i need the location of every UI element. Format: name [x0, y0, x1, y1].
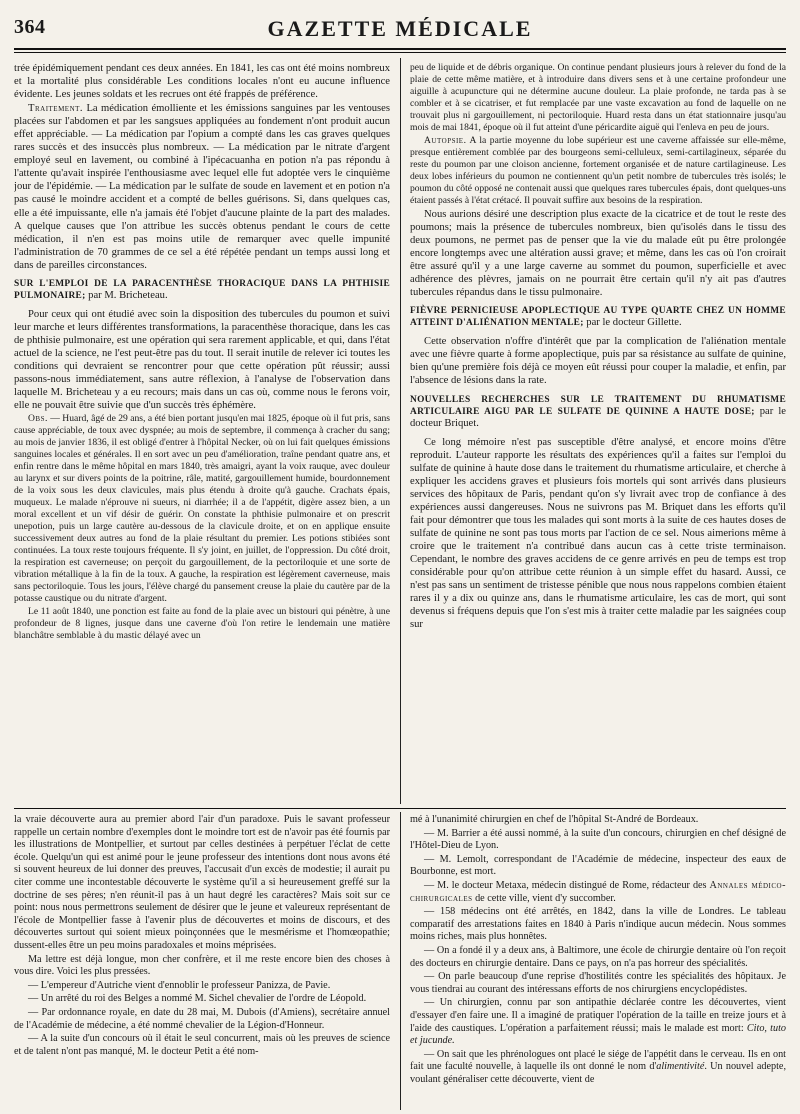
- paragraph: Cette observation n'offre d'intérêt que par la complication de l'aliénation mentale avec une fièvre quarte à forme apoplectique, puis par sa résistance au sulfate de quinine, bien qu'une première fois déjà ce moyen eût réussi pour couper la maladie, et enfin, par l'absence de lésions dans la rate.: [410, 336, 786, 387]
- header-rule: [14, 48, 786, 50]
- left-column: [14, 62, 390, 804]
- paragraph: Nous aurions désiré une description plus exacte de la cicatrice et de tout le reste des poumons; mais la présence de tubercules nombreux, bien qu'isolés dans le tissu des deux poumons, ne permet pas de penser que la vie du malade eût pu être prolongée encore longtemps avec une altération aussi grave; et même, dans les cas où l'on croirait être assuré qu'il y a une large caverne au sommet du poumon, superficielle et avec adhérence des plèvres, jamais on ne pourrait être certain qu'il n'y ait pas d'autres tubercules répandus dans le tissu pulmonaire.: [410, 209, 786, 299]
- bottom-left-column: [14, 814, 390, 1110]
- article-heading: [14, 278, 390, 302]
- news-item: — L'empereur d'Autriche vient d'ennoblir le professeur Panizza, de Pavie.: [28, 979, 331, 991]
- article-author: par le docteur Gillette.: [583, 317, 682, 329]
- page-header: [14, 16, 786, 46]
- news-text: . Un nouvel adepte, voulant généraliser cette découverte, vient de: [410, 1061, 786, 1085]
- paragraph: [14, 102, 390, 272]
- bottom-right-column: [410, 814, 786, 1110]
- section-rule: [14, 808, 786, 809]
- article-title: SUR L'EMPLOI DE LA PARACENTHÈSE THORACIQUE DANS LA PHTHISIE PULMONAIRE;: [14, 278, 390, 301]
- news-item: [410, 880, 786, 905]
- paragraph-text: — Huard, âgé de 29 ans, a été bien portant jusqu'en mai 1825, époque où il fut pris, sans cause appréciable, de toux avec dyspnée; au mois de septembre, il commença à cracher du sang; au mois de janvier 1836, il est obligé d'entrer à l'hôpital Necker, où on lui fait quelques émissions sanguines locales et générales. Il en sort avec un peu d'amélioration, traîne pendant quatre ans, et enfin rentre dans le même hôpital en mars 1840, très amaigri, ayant la voix rauque, avec douleur au larynx et sur divers points de la poitrine, râle, matité, gargouillement humide, bourdonnement de la voix sous les deux clavicules, mais plus étendu à droite qu'à gauche. Crachats épais, muqueux. Le malade n'éprouve ni sueurs, ni diarrhée; il a de l'appétit, digère assez bien, a un moral excellent et un vif désir de guérir. On constate la phthisie pulmonaire et on prescrit unepotion, puis un large cautère au-dessous de la clavicule droite, et on en applique ensuite successivement deux autres au fond de la plaie résultant du premier. Les potions stibiées sont continuées. La toux reste toujours fréquente. Il s'y joint, en juillet, de l'oppression. Du côté droit, la respiration est caverneuse; on perçoit du gargouillement, de la pectoriloquie et une sorte de vibration métallique à la fin de la toux. A gauche, la respiration est légèrement caverneuse, mais sans pectoriloquie. Tous les jours, l'élève chargé du pansement creuse la plaie du cautère par de la potasse caustique ou du nitrate d'argent.: [14, 413, 390, 605]
- paragraph-text: La médication émolliente et les émissions sanguines par les ventouses placées sur l'abdomen et par les sangsues appliquées au fondement n'ont produit aucun effet appréciable. — La médication par l'opium a compté dans les cas graves quelques rares succès et des insuccès plus nombreux. — La médication par le nitrate d'argent employé seul en lavement, ou combiné à l'ipécacuanha en potion n'a pas répondu à l'attente qu'avait inspirée l'enthousiasme avec lequel elle fut adoptée vers le cinquième jour de l'épidémie. — La médication par le sulfate de soude en lavement et en potion n'a pas causé le moindre accident et a compté de belles guérisons. Si, dans quelques cas, elle a été impuissante, elle n'a jamais été l'objet d'aucune plainte de la part des malades. A quelque causes que l'on attribue les succès obtenus pendant le cours de cette médication, il n'en est pas moins utile de remarquer avec quelle impunité l'administration de 70 grammes de ce sel a été répétée pendant un temps aussi long et dans de pareilles circonstances.: [14, 103, 390, 271]
- news-item: [410, 1049, 786, 1087]
- header-rule-thin: [14, 52, 786, 53]
- news-item: — Par ordonnance royale, en date du 28 mai, M. Dubois (d'Amiens), secrétaire annuel de l'Académie de médecine, a été nommé chevalier de la Légion-d'Honneur.: [14, 1006, 390, 1031]
- news-item: [410, 997, 786, 1047]
- paragraph: [410, 135, 786, 207]
- news-item: — A la suite d'un concours où il était le seul concurrent, mais où les preuves de science et de talent n'ont pas manqué, M. le docteur Petit a été nom-: [14, 1033, 390, 1057]
- paragraph: Ce long mémoire n'est pas susceptible d'être analysé, et encore moins d'être reproduit. L'auteur rapporte les résultats des expériences qu'il a faites sur l'emploi du sulfate de quinine à haute dose dans le traitement du rhumatisme articulaire, et cherche à expliquer les accidens graves et plusieurs fois mortels qui sont arrivés dans plusieurs services des hôpitaux de Paris, pendant qu'on s'y livrait avec trop de confiance à des expériences aussi dangereuses. Nous ne suivrons pas M. Briquet dans les efforts qu'il fait pour démontrer que tous les malades qui sont morts à la suite de ces hautes doses de sulfate de quinine ne sont pas tous morts par l'action de ce sel. Nous aimerions même à croire que le traitement n'a contribué dans aucun cas à cette triste terminaison. Cependant, le nombre des graves accidens de ce genre arrivés en peu de temps est trop considérable pour qu'on attribue cette réunion à un simple effet du hasard. Aussi, ce n'est pas sans un sentiment de tristesse pénible que nous nous rappelons combien étaient rares il y a dix ou quinze ans, dans le rhumatisme articulaire, les cas de mort, qui sont devenus si fréquens depuis que l'on s'est mis à traiter cette maladie par les saignées coup sur: [410, 436, 786, 631]
- paragraph: [14, 413, 390, 605]
- run-in-heading: Traitement.: [28, 103, 84, 115]
- right-column: [410, 62, 786, 804]
- paragraph: la vraie découverte aura au premier abord l'air d'un paradoxe. Puis le savant professeur rappelle un certain nombre d'exemples dont le moindre tort est de n'avoir pas été fournis par les illustrations de Montpellier, et surtout par celles destinées à perpétuer l'éclat de cette école. Quelqu'un qui est animé pour le jeune professeur des intentions dont nous avons été si souvent heureux de lui donner des preuves, l'accusait d'un excès de modestie; il aurait pu citer comme une incontestable découverte le système qu'il a si heureusement greffé sur la doctrine de ses pères; n'en réunit-il pas à un haut degré les caractères? Mais soit sur ce point: nous nous permettrons seulement de désirer que le jeune et valeureux représentant de l'école de Montpellier fasse à l'avenir plus de découvertes et moins de discours, et des découvertes surtout qui soient mieux poinçonnées que le mesmérisme et l'homœopathie; dussent-elles être un peu moins paradoxales et moins méprisées.: [14, 814, 390, 951]
- news-text: — Un chirurgien, connu par son antipathie déclarée contre les découvertes, vient d'essayer d'en faire une. Il a imaginé de pratiquer l'opération de la taille en treize jours et à l'aide des caustiques. L'opération a parfaitement réussi; mais le malade est mort:: [410, 997, 786, 1034]
- news-item: — 158 médecins ont été arrêtés, en 1842, dans la ville de Londres. Le tableau comparatif des arrestations faites en 1840 à Paris n'indique aucun médecin. Nous sommes moins riches, mais plus honnêtes.: [410, 906, 786, 943]
- article-author: par le docteur Briquet.: [410, 405, 786, 429]
- news-text: — On sait que les phrénologues ont placé le siége de l'appétit dans le cerveau. Ils en ont fait une faculté nouvelle, à laquelle ils ont donné le nom d': [410, 1048, 786, 1073]
- paragraph: Pour ceux qui ont étudié avec soin la disposition des tubercules du poumon et suivi leur marche et leurs différentes transformations, la paracenthèse thoracique, dans les cas de phthisie pulmonaire, est une opération qui sera rarement applicable, et qui, dans l'état actuel de la science, ne l'est peut-être pas du tout. Il serait inutile de relever ici toutes les conditions qui devraient se rencontrer pour que cette opération pût réussir; aussi passons-nous immédiatement, sans autre réflexion, à l'analyse de l'observation dans laquelle M. Bricheteau y a eu recours; mais dans un cas où, comme nous le ferons voir, elle ne pouvait être suivie que d'un succès très éphémère.: [14, 308, 390, 412]
- run-in-heading: Obs.: [28, 413, 48, 425]
- column-divider: [400, 58, 401, 804]
- column-divider: [400, 812, 401, 1110]
- paragraph: Ma lettre est déjà longue, mon cher confrère, et il me reste encore bien des choses à vous dire. Voici les plus pressées.: [14, 953, 390, 978]
- news-item: — On parle beaucoup d'une reprise d'hostilités contre les spécialités des hôpitaux. Je vous tiendrai au courant des intéressans efforts de nos chirurgiens encyclopédistes.: [410, 971, 786, 995]
- article-author: par M. Bricheteau.: [85, 289, 168, 301]
- paragraph: peu de liquide et de débris organique. On continue pendant plusieurs jours à relever du fond de la plaie de cette même matière, et à introduire dans divers sens et à une certaine profondeur une aiguille à acupuncture qui ne détermine aucune douleur. La plaie profonde, ne tarda pas à se combler et à se cicatriser, et fut remplacée par une vaste excavation au fond de laquelle on ne trouvait plus ni gargouillement, ni pectoriloquie. Huard resta dans un état stationnaire jusqu'au mois de mai 1841, époque où il fut atteint d'une péricardite aiguë qui l'enleva en peu de jours.: [410, 62, 786, 133]
- latin-quote: Cito, tuto et jucunde.: [410, 1022, 786, 1047]
- news-item: — Un arrêté du roi des Belges a nommé M. Sichel chevalier de l'ordre de Léopold.: [28, 993, 367, 1005]
- news-text: de cette ville, vient d'y succomber.: [472, 892, 616, 904]
- run-in-heading: Autopsie.: [424, 135, 467, 146]
- article-title: NOUVELLES RECHERCHES SUR LE TRAITEMENT DU RHUMATISME ARTICULAIRE AIGU PAR LE SULFATE DE QUININE A HAUTE DOSE;: [410, 394, 786, 417]
- news-item: mé à l'unanimité chirurgien en chef de l'hôpital St-André de Bordeaux.: [410, 814, 699, 825]
- paragraph: Le 11 août 1840, une ponction est faite au fond de la plaie avec un bistouri qui pénètre, à une profondeur de 8 lignes, jusque dans une caverne d'où l'on retire le lendemain une matière blanchâtre semblable à du mastic délayé avec un: [14, 606, 390, 642]
- page-number: 364: [14, 16, 46, 38]
- journal-name: Annales médico-chirurgicales: [410, 879, 786, 904]
- news-item: — M. Barrier a été aussi nommé, à la suite d'un concours, chirurgien en chef désigné de l'Hôtel-Dieu de Lyon.: [410, 827, 786, 852]
- paragraph-text: A la partie moyenne du lobe supérieur est une caverne affaissée sur elle-même, presque entièrement comblée par des bourgeons semi-celluleux, semi-cartilagineux, séparée du reste du poumon par une cloison ancienne, fortement organisée et de nature cartilagineuse. Les deux lobes inférieurs du poumon ne contiennent qu'un petit nombre de tubercules très isolés; le poumon du côté opposé ne contenait aussi que quelques rares tubercules épais, dont quelques-uns étaient passés à l'état crétacé. Il pouvait suffire aux besoins de la respiration.: [410, 135, 786, 206]
- news-item: — M. Lemolt, correspondant de l'Académie de médecine, inspecteur des eaux de Bourbonne, est mort.: [410, 853, 786, 878]
- news-text: — M. le docteur Metaxa, médecin distingué de Rome, rédacteur des: [424, 879, 710, 891]
- article-title: FIÈVRE PERNICIEUSE APOPLECTIQUE AU TYPE QUARTE CHEZ UN HOMME ATTEINT D'ALIÉNATION MENTALE;: [410, 306, 786, 329]
- italic-term: alimentivité: [656, 1061, 705, 1073]
- journal-title: GAZETTE MÉDICALE: [267, 16, 533, 41]
- news-item: — On a fondé il y a deux ans, à Baltimore, une école de chirurgie dentaire où l'on reçoit des docteurs en chirurgie dentaire. Dans ce pays, on n'a pas horreur des spécialités.: [410, 944, 786, 969]
- paragraph: trée épidémiquement pendant ces deux années. En 1841, les cas ont été moins nombreux et la mortalité plus considérable Les conditions locales n'ont eu aucune influence évidente. Les jeunes soldats et les recrues ont été frappés de préférence.: [14, 63, 390, 101]
- article-heading: [410, 305, 786, 329]
- article-heading: [410, 394, 786, 430]
